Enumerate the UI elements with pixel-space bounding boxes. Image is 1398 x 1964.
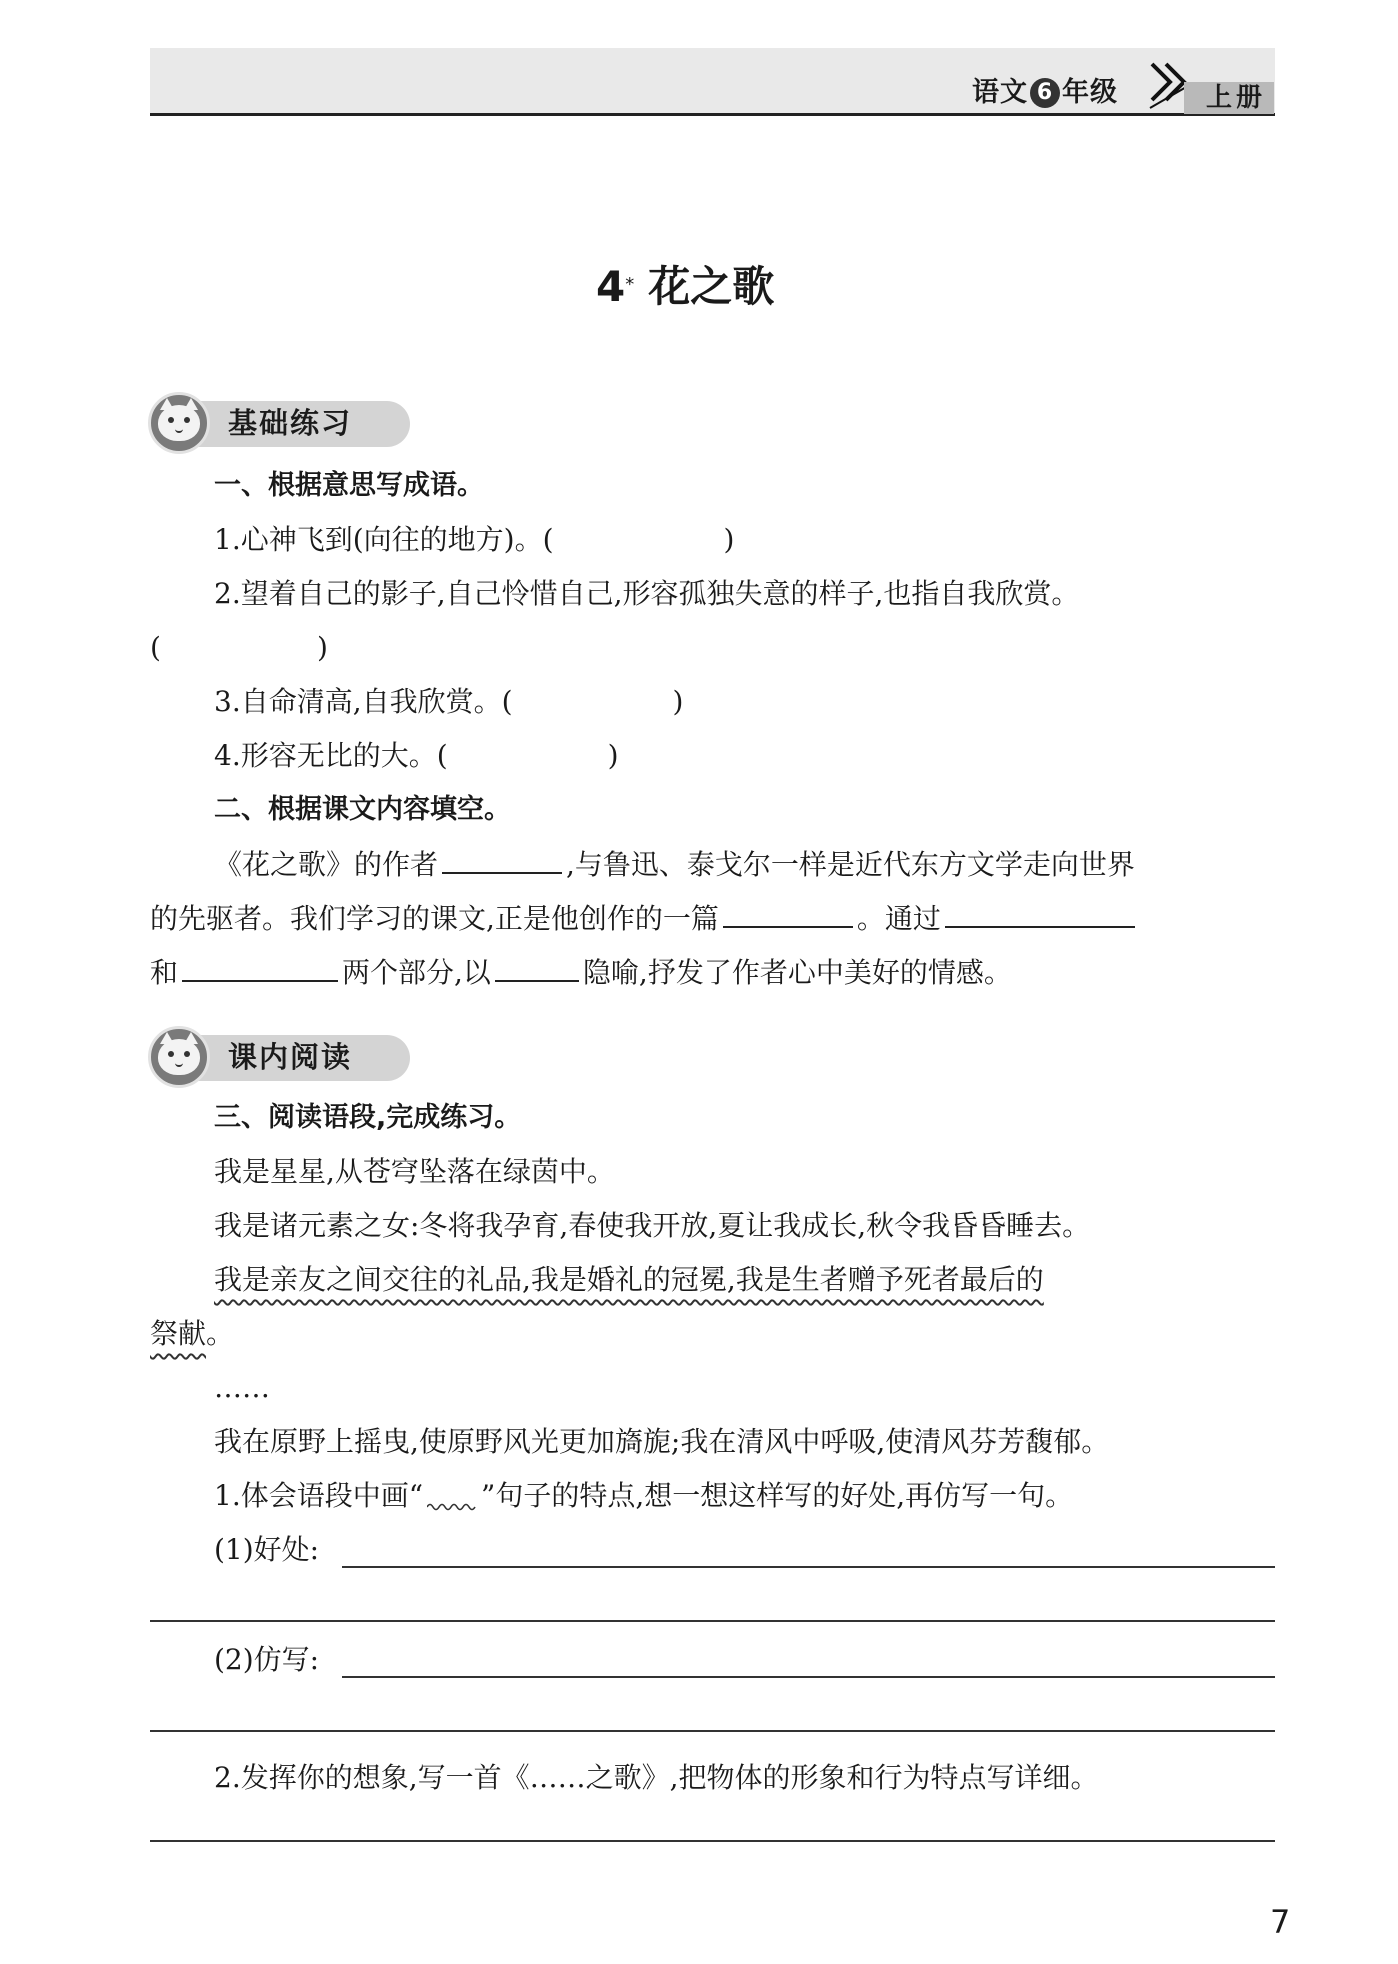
passage-ellipsis: ……: [214, 1371, 270, 1404]
section-banner-reading: [148, 1026, 410, 1088]
fill-blank-part2[interactable]: [182, 954, 338, 982]
question-heading-3: 三、阅读语段,完成练习。: [214, 1102, 522, 1133]
question-1-1: [214, 522, 734, 558]
fill-text: 隐喻,抒发了作者心中美好的情感。: [582, 956, 1012, 989]
fill-blank-metaphor[interactable]: [495, 954, 579, 982]
passage-line-4: 我在原野上摇曳,使原野风光更加旖旎;我在清风中呼吸,使清风芬芳馥郁。: [214, 1425, 1110, 1458]
cat-mascot-icon: [148, 392, 210, 454]
question-heading-1: 一、根据意思写成语。: [214, 470, 484, 501]
question-1-4: [214, 738, 619, 774]
cat-mascot-icon: [148, 1026, 210, 1088]
answer-line-imitate-2[interactable]: [150, 1730, 1275, 1732]
lesson-title: [596, 262, 774, 312]
fill-line-2: [150, 900, 1139, 937]
fill-text: ,与鲁迅、泰戈尔一样是近代东方文学走向世界: [566, 848, 1135, 881]
fill-line-1: [214, 846, 1135, 883]
paren-close: ): [672, 685, 684, 718]
answer-line-benefit-1[interactable]: [342, 1566, 1275, 1568]
answer-line-benefit-2[interactable]: [150, 1620, 1275, 1622]
fill-blank-genre[interactable]: [723, 900, 853, 928]
question-3-2: 2.发挥你的想象,写一首《……之歌》,把物体的形象和行为特点写详细。: [214, 1761, 1099, 1794]
fill-blank-part1[interactable]: [945, 900, 1135, 928]
question-3-1: [214, 1478, 1073, 1514]
fill-text: 《花之歌》的作者: [214, 848, 439, 881]
passage-line-1: 我是星星,从苍穹坠落在绿茵中。: [214, 1155, 615, 1188]
section-banner-basic: [148, 392, 410, 454]
fill-text: 和: [150, 956, 179, 989]
subquestion-benefit-label: (1)好处:: [214, 1533, 320, 1566]
question-text: 3.自命清高,自我欣赏。(: [214, 685, 513, 718]
fill-blank-author[interactable]: [442, 846, 562, 874]
header-rule: [150, 113, 1275, 116]
grade-number-badge: 6: [1030, 78, 1060, 108]
lesson-number: 4: [596, 262, 626, 311]
passage-line-3-underlined: 我是亲友之间交往的礼品,我是婚礼的冠冕,我是生者赠予死者最后的: [214, 1263, 1044, 1296]
header-subject-grade: [972, 78, 1118, 108]
page-number: 7: [1270, 1903, 1291, 1941]
grade-label: 年级: [1062, 77, 1118, 108]
lesson-title-text: 花之歌: [648, 262, 775, 311]
question-heading-2: 二、根据课文内容填空。: [214, 794, 511, 825]
question-1-3: [214, 684, 683, 720]
passage-line-2: 我是诸元素之女:冬将我孕育,春使我开放,夏让我成长,秋令我昏昏睡去。: [214, 1209, 1091, 1242]
subquestion-imitate-label: (2)仿写:: [214, 1643, 320, 1676]
passage-line-3-cont: [150, 1316, 234, 1352]
volume-label: 上册: [1206, 83, 1267, 113]
question-text: 1.体会语段中画“: [214, 1479, 424, 1512]
question-text: 1.心神飞到(向往的地方)。(: [214, 523, 554, 556]
fill-text: 。通过: [856, 902, 941, 935]
section-label: 课内阅读: [228, 1040, 353, 1074]
wavy-underline-sample-icon: [427, 1501, 477, 1513]
answer-line-poem[interactable]: [150, 1840, 1275, 1842]
paren-close: ): [607, 739, 619, 772]
question-1-2: 2.望着自己的影子,自己怜惜自己,形容孤独失意的样子,也指自我欣赏。: [214, 577, 1080, 610]
paren-close: ): [723, 523, 735, 556]
section-label: 基础练习: [228, 406, 353, 440]
question-text: ”句子的特点,想一想这样写的好处,再仿写一句。: [481, 1479, 1074, 1512]
question-text: 4.形容无比的大。(: [214, 739, 448, 772]
answer-line-imitate-1[interactable]: [342, 1676, 1275, 1678]
subject-label: 语文: [972, 77, 1028, 108]
question-1-2-answer: [150, 630, 328, 666]
passage-text: 。: [206, 1317, 235, 1350]
paren-close: ): [316, 631, 328, 664]
fill-text: 的先驱者。我们学习的课文,正是他创作的一篇: [150, 902, 719, 935]
fill-line-3: [150, 954, 1012, 991]
lesson-asterisk: *: [625, 274, 635, 295]
fill-text: 两个部分,以: [342, 956, 491, 989]
underlined-text: 祭献: [150, 1317, 207, 1350]
paren-open: (: [150, 631, 161, 664]
